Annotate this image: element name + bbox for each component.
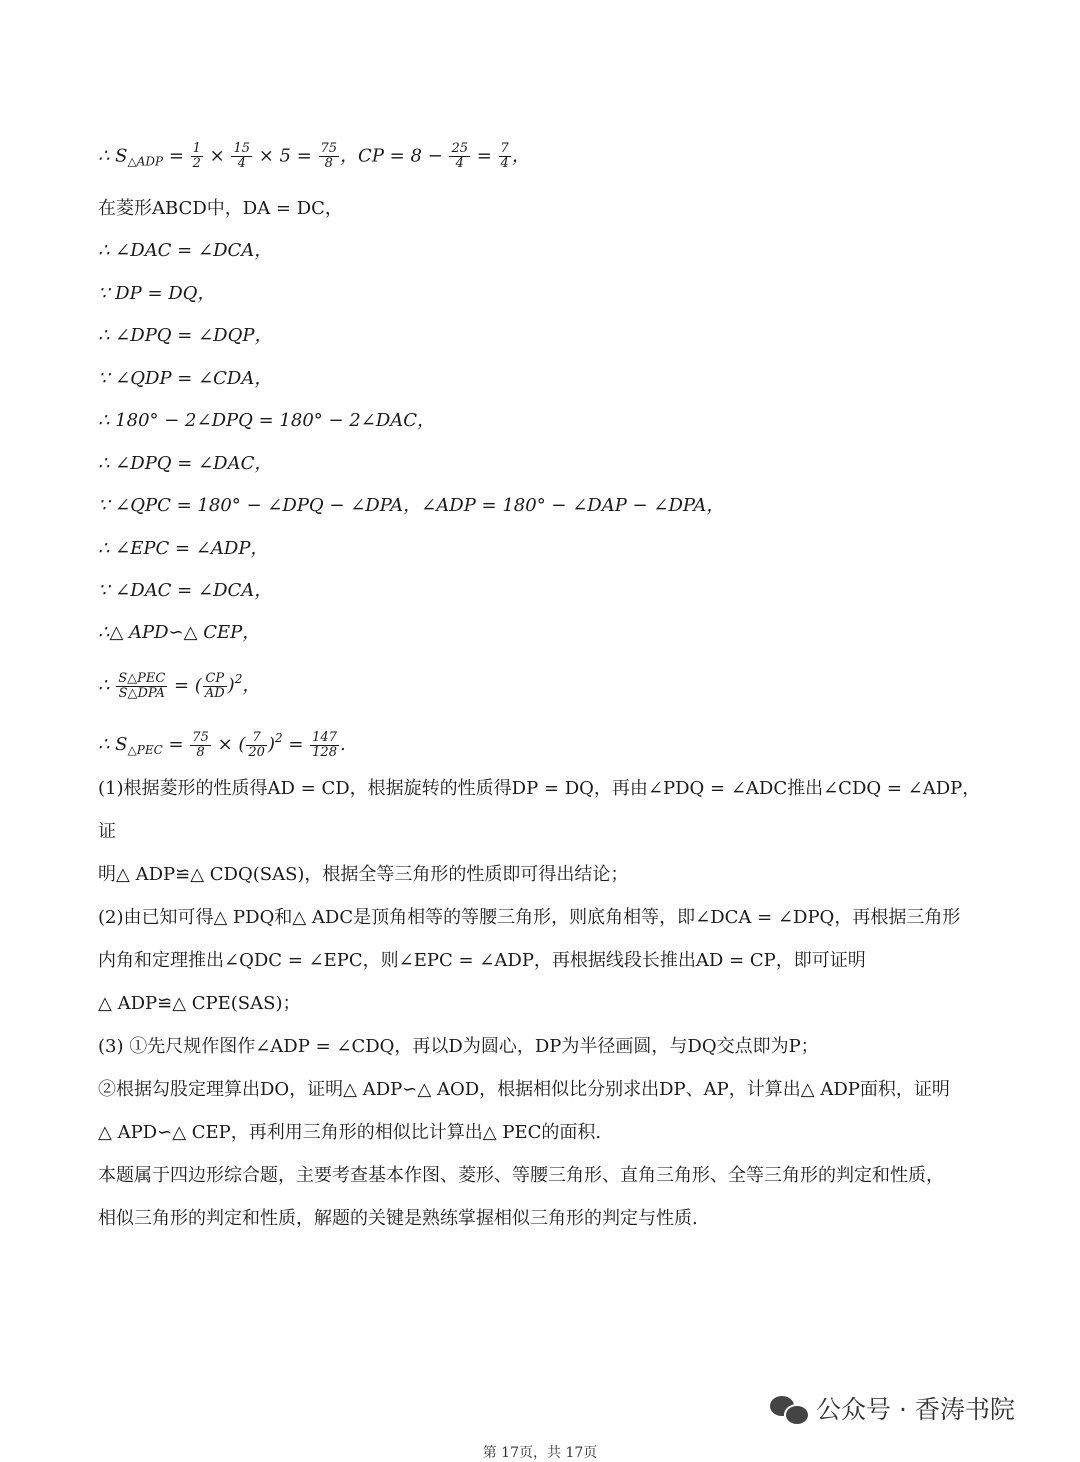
analysis-line: 相似三角形的判定和性质，解题的关键是熟练掌握相似三角形的判定与性质.: [98, 1208, 698, 1229]
equation-area-adp: ∴ $S_{\triangle ADP}$ = $\frac{1}{2}$ × $\frac{15}{4}$ × 5 = $\frac{75}{8}$ ，CP = 8 − $\frac{25}{4}$ = $\frac{7}{4}$ ，: [98, 141, 530, 171]
analysis-line: △ ADP≌△ CPE(SAS)；: [98, 993, 301, 1014]
proof-line: ∴ ∠DPQ = ∠DQP，: [98, 325, 273, 346]
fraction: $\frac{7}{4}$: [500, 141, 509, 171]
proof-line: ∵ ∠QDP = ∠CDA，: [98, 368, 273, 389]
fraction: $\frac{75}{8}$: [192, 729, 209, 760]
equation-area-ratio: ∴ $\frac{\text{S△PEC}}{\text{S△DPA}}$ = ( $\frac{CP}{AD}$ )$^2$，: [98, 670, 261, 701]
fraction: $\frac{25}{4}$: [451, 141, 468, 171]
proof-line: ∴ 180° − 2∠DPQ = 180° − 2∠DAC，: [98, 410, 436, 431]
watermark-text: 公众号 · 香涛书院: [816, 1395, 1015, 1424]
fraction: $\frac{CP}{AD}$: [204, 670, 225, 701]
fraction: $\frac{7}{20}$: [248, 729, 265, 760]
proof-line: ∵ ∠QPC = 180° − ∠DPQ − ∠DPA，∠ADP = 180° − ∠DAP − ∠DPA，: [98, 495, 725, 516]
equation-area-pec: ∴ $S_{\triangle PEC}$ = $\frac{75}{8}$ × ( $\frac{7}{20}$ )$^2$ = $\frac{147}{128}$ .: [98, 729, 346, 760]
watermark: [770, 1388, 1015, 1428]
proof-line: ∵ ∠DAC = ∠DCA，: [98, 580, 273, 601]
fraction: $\frac{\text{S△PEC}}{\text{S△DPA}}$: [118, 670, 166, 701]
fraction: $\frac{147}{128}$: [312, 729, 337, 760]
analysis-section: [98, 767, 988, 1240]
analysis-line: (1)根据菱形的性质得AD = CD，根据旋转的性质得DP = DQ，再由∠PDQ = ∠ADC推出∠CDQ = ∠ADP，证: [98, 778, 981, 842]
analysis-line: 明△ ADP≌△ CDQ(SAS)，根据全等三角形的性质即可得出结论；: [98, 864, 629, 885]
analysis-line: 内角和定理推出∠QDC = ∠EPC，则∠EPC = ∠ADP，再根据线段长推出AD = CP，即可证明: [98, 950, 866, 971]
fraction: $\frac{75}{8}$: [320, 141, 338, 171]
proof-line: ∴△ APD∽△ CEP，: [98, 622, 261, 643]
fraction: $\frac{1}{2}$: [192, 141, 201, 171]
fraction: $\frac{15}{4}$: [233, 141, 250, 171]
analysis-line: (2)由已知可得△ PDQ和△ ADC是顶角相等的等腰三角形，则底角相等，即∠DCA = ∠DPQ，再根据三角形: [98, 907, 961, 928]
analysis-line: 本题属于四边形综合题，主要考查基本作图、菱形、等腰三角形、直角三角形、全等三角形的判定和性质，: [98, 1165, 944, 1186]
wechat-icon: [770, 1392, 808, 1424]
analysis-line: ②根据勾股定理算出DO，证明△ ADP∽△ AOD，根据相似比分别求出DP、AP，计算出△ ADP面积，证明: [98, 1079, 950, 1100]
proof-line: ∴ ∠EPC = ∠ADP，: [98, 538, 269, 559]
proof-line: 在菱形ABCD中，DA = DC，: [98, 198, 343, 219]
proof-line: ∵ DP = DQ，: [98, 283, 216, 304]
proof-line: ∴ ∠DAC = ∠DCA，: [98, 240, 273, 261]
analysis-line: (3) ①先尺规作图作∠ADP = ∠CDQ，再以D为圆心，DP为半径画圆，与DQ交点即为P；: [98, 1036, 819, 1057]
analysis-line: △ APD∽△ CEP，再利用三角形的相似比计算出△ PEC的面积.: [98, 1122, 602, 1143]
page-footer: 第 17页，共 17页: [482, 1445, 598, 1461]
proof-line: ∴ ∠DPQ = ∠DAC，: [98, 453, 273, 474]
